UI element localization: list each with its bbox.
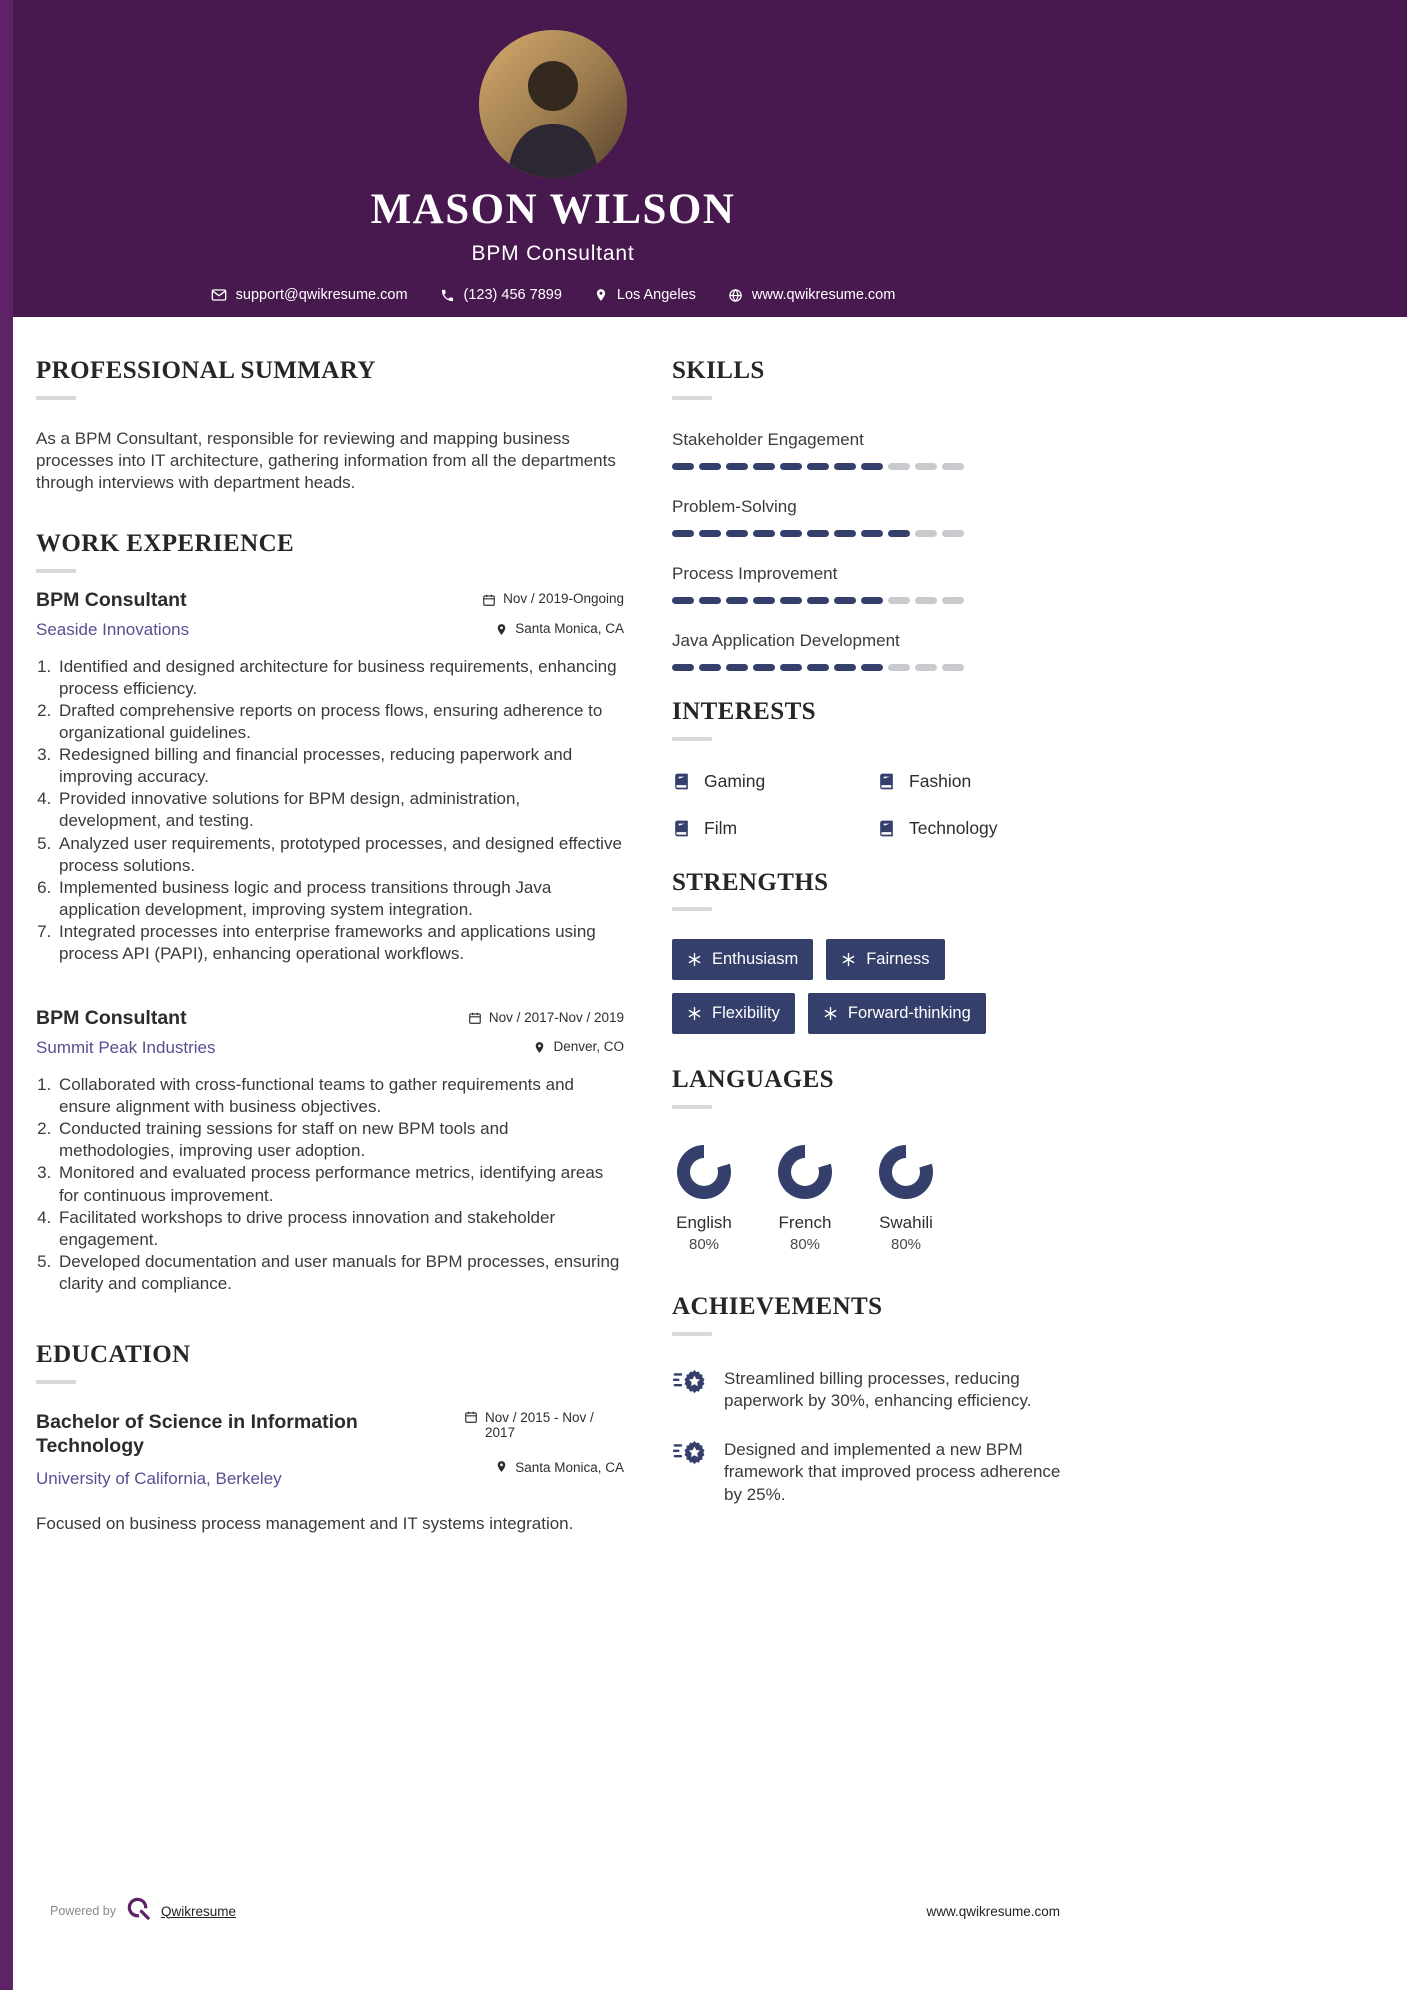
job-location: [533, 1039, 624, 1054]
skill-level-bar: [672, 597, 1070, 604]
skill-segment: [888, 530, 910, 537]
skill-segment: [834, 463, 856, 470]
skill-segment: [915, 530, 937, 537]
skill-item: [672, 631, 1070, 671]
skill-segment: [807, 463, 829, 470]
language-name: French: [778, 1213, 832, 1232]
heading-underline: [36, 569, 76, 573]
section-languages: [672, 1066, 1070, 1253]
book-icon: [672, 772, 691, 791]
skills-heading: SKILLS: [672, 357, 765, 384]
education-meta: [464, 1410, 624, 1489]
skill-level-bar: [672, 530, 1070, 537]
heading-underline: [672, 737, 712, 741]
skill-segment: [699, 530, 721, 537]
book-icon: [672, 819, 691, 838]
skill-segment: [672, 597, 694, 604]
language-donut-chart: [677, 1145, 731, 1199]
summary-heading: PROFESSIONAL SUMMARY: [36, 357, 376, 384]
skill-segment: [807, 530, 829, 537]
achievement-text: Designed and implemented a new BPM framework that improved process adherence by 25%.: [724, 1439, 1061, 1504]
book-icon: [877, 772, 896, 791]
school-link[interactable]: University of California, Berkeley: [36, 1468, 282, 1488]
left-accent-stripe: [0, 0, 13, 1990]
book-icon: [877, 819, 896, 838]
experience-bullet: 1. Collaborated with cross-functional teams to gather requirements and ensure alignment with business objectives.: [56, 1074, 624, 1118]
skill-segment: [672, 463, 694, 470]
section-skills: [672, 357, 1070, 671]
strength-label: Forward-thinking: [847, 1004, 971, 1023]
language-percent: 80%: [890, 1236, 922, 1253]
candidate-name: MASON WILSON: [370, 186, 736, 233]
job-subheader-row: [36, 612, 624, 640]
skill-segment: [834, 664, 856, 671]
pin-icon: [533, 1041, 546, 1054]
skill-segment: [942, 463, 964, 470]
contact-text: www.qwikresume.com: [751, 287, 896, 304]
heading-underline: [672, 1105, 712, 1109]
interest-label: Fashion: [909, 770, 972, 791]
skill-segment: [780, 530, 802, 537]
qwikresume-logo: [126, 1896, 151, 1926]
experience-bullet: 6. Implemented business logic and process transitions through Java application development, improving system integration.: [56, 877, 624, 921]
profile-photo: [479, 30, 627, 178]
strength-chip: [808, 993, 986, 1034]
job-entry: [36, 589, 624, 965]
interest-label: Gaming: [704, 770, 766, 791]
job-header-row: [36, 1007, 624, 1030]
language-percent: 80%: [688, 1236, 720, 1253]
experience-bullet: 5. Developed documentation and user manuals for BPM processes, ensuring clarity and compliance.: [56, 1251, 624, 1295]
skill-segment: [888, 463, 910, 470]
languages-heading: LANGUAGES: [672, 1066, 834, 1094]
job-title: BPM Consultant: [36, 1007, 187, 1030]
heading-underline: [36, 396, 76, 400]
interest-item: [877, 818, 1070, 839]
interest-item: [877, 771, 1070, 792]
job-location: [495, 621, 624, 636]
skill-segment: [861, 597, 883, 604]
skill-segment: [861, 664, 883, 671]
contact-email[interactable]: [211, 287, 408, 303]
skill-item: [672, 430, 1070, 470]
skill-segment: [807, 597, 829, 604]
experience-bullet: 1. Identified and designed architecture for business requirements, enhancing process efficiency.: [56, 656, 624, 700]
heading-underline: [672, 1332, 712, 1336]
calendar-icon: [468, 1011, 482, 1025]
interest-label: Technology: [909, 817, 998, 838]
calendar-icon: [464, 1410, 478, 1440]
skill-name: Stakeholder Engagement: [672, 429, 864, 449]
pin-icon: [495, 1460, 508, 1476]
email-icon: [211, 287, 227, 303]
skills-list: [672, 430, 1070, 671]
heading-underline: [672, 907, 712, 911]
interest-item: [672, 818, 877, 839]
contact-location: [594, 287, 696, 303]
strength-label: Fairness: [866, 950, 930, 969]
skill-segment: [726, 664, 748, 671]
language-name: English: [676, 1213, 732, 1232]
skill-segment: [753, 530, 775, 537]
skill-segment: [834, 597, 856, 604]
skill-segment: [861, 530, 883, 537]
skill-segment: [915, 463, 937, 470]
strength-chip: [672, 939, 813, 980]
skill-name: Problem-Solving: [672, 496, 797, 516]
skill-segment: [699, 463, 721, 470]
skill-segment: [753, 463, 775, 470]
achievement-item: [672, 1439, 1070, 1506]
achievements-list: [672, 1368, 1070, 1506]
job-location-text: Denver, CO: [553, 1039, 624, 1055]
calendar-icon: [482, 593, 496, 607]
achievements-heading: ACHIEVEMENTS: [672, 1293, 883, 1320]
strength-chip: [672, 993, 795, 1034]
award-badge-icon: [672, 1368, 708, 1413]
education-location: [464, 1460, 624, 1476]
education-heading: EDUCATION: [36, 1341, 191, 1369]
experience-bullet: 2. Drafted comprehensive reports on process flows, ensuring adherence to organizational guidelines.: [56, 700, 624, 744]
education-entry: [36, 1410, 624, 1489]
language-percent: 80%: [789, 1236, 821, 1253]
skill-segment: [780, 463, 802, 470]
skill-item: [672, 564, 1070, 604]
skill-level-bar: [672, 463, 1070, 470]
skill-segment: [942, 664, 964, 671]
contact-text: (123) 456 7899: [463, 287, 562, 304]
strength-chips: [672, 939, 1070, 1034]
skill-name: Process Improvement: [672, 563, 838, 583]
left-column: [36, 357, 624, 1535]
pin-icon: [495, 623, 508, 636]
strengths-heading: STRENGTHS: [672, 868, 829, 896]
body-columns: [0, 317, 1106, 1535]
job-dates: [482, 591, 624, 606]
job-location-text: Santa Monica, CA: [515, 620, 624, 636]
skill-segment: [888, 597, 910, 604]
skill-segment: [915, 597, 937, 604]
job-dates-text: Nov / 2019-Ongoing: [503, 591, 624, 607]
powered-by: [50, 1896, 236, 1926]
section-professional-summary: [36, 357, 624, 494]
summary-text: As a BPM Consultant, responsible for reviewing and mapping business processes into IT architecture, gathering information from all the departments through interviews with department heads.: [36, 428, 616, 492]
skill-segment: [726, 530, 748, 537]
skill-segment: [699, 664, 721, 671]
education-main: [36, 1410, 396, 1489]
phone-icon: [440, 288, 455, 303]
education-note: Focused on business process management and IT systems integration.: [36, 1513, 574, 1533]
skill-segment: [807, 664, 829, 671]
job-entry: [36, 1007, 624, 1295]
interest-label: Film: [704, 817, 738, 838]
contact-phone[interactable]: [440, 287, 562, 303]
skill-segment: [699, 597, 721, 604]
right-column: [672, 357, 1070, 1535]
skill-item: [672, 497, 1070, 537]
footer-site-link[interactable]: www.qwikresume.com: [926, 1903, 1060, 1919]
section-achievements: [672, 1293, 1070, 1506]
interests-grid: [672, 771, 1070, 839]
skill-segment: [726, 463, 748, 470]
heading-underline: [36, 1380, 76, 1384]
contact-text: Los Angeles: [616, 287, 696, 304]
language-item: [773, 1145, 837, 1253]
starburst-icon: [823, 1006, 838, 1021]
skill-segment: [672, 664, 694, 671]
job-bullet-list: [36, 1074, 624, 1295]
interest-item: [672, 771, 877, 792]
achievement-text: Streamlined billing processes, reducing paperwork by 30%, enhancing efficiency.: [724, 1368, 1032, 1411]
job-header-row: [36, 589, 624, 612]
degree-title: Bachelor of Science in Information Technology: [36, 1410, 358, 1458]
skill-segment: [834, 530, 856, 537]
experience-bullet: 3. Redesigned billing and financial processes, reducing paperwork and improving accuracy.: [56, 744, 624, 788]
starburst-icon: [841, 952, 856, 967]
brand-link[interactable]: Qwikresume: [161, 1903, 237, 1919]
header-inner: [0, 30, 1106, 303]
skill-segment: [861, 463, 883, 470]
job-title: BPM Consultant: [36, 588, 187, 611]
language-item: [874, 1145, 938, 1253]
interests-heading: INTERESTS: [672, 697, 816, 725]
job-bullet-list: [36, 656, 624, 965]
experience-bullet: 2. Conducted training sessions for staff on new BPM tools and methodologies, improving user adoption.: [56, 1118, 624, 1162]
location-icon: [594, 288, 608, 302]
language-donut-chart: [778, 1145, 832, 1199]
starburst-icon: [687, 952, 702, 967]
skill-name: Java Application Development: [672, 630, 900, 650]
education-dates: [464, 1410, 624, 1440]
language-item: [672, 1145, 736, 1253]
achievement-item: [672, 1368, 1070, 1413]
education-location-text: Santa Monica, CA: [515, 1459, 624, 1475]
experience-bullet: 3. Monitored and evaluated process performance metrics, identifying areas for continuous improvement.: [56, 1162, 624, 1206]
experience-bullet: 7. Integrated processes into enterprise frameworks and applications using process API (PAPI), enhancing operational workflows.: [56, 921, 624, 965]
starburst-icon: [687, 1006, 702, 1021]
header: [0, 0, 1407, 317]
section-work-experience: [36, 530, 624, 1295]
language-name: Swahili: [879, 1213, 933, 1232]
job-subheader-row: [36, 1030, 624, 1058]
skill-segment: [726, 597, 748, 604]
experience-bullet: 4. Facilitated workshops to drive process innovation and stakeholder engagement.: [56, 1207, 624, 1251]
skill-segment: [672, 530, 694, 537]
award-badge-icon: [672, 1439, 708, 1506]
globe-icon: [728, 288, 743, 303]
job-dates: [468, 1010, 624, 1025]
job-dates-text: Nov / 2017-Nov / 2019: [488, 1009, 624, 1025]
skill-segment: [888, 664, 910, 671]
languages-row: [672, 1145, 1070, 1253]
skill-segment: [780, 664, 802, 671]
candidate-title: BPM Consultant: [471, 242, 635, 266]
powered-by-label: Powered by: [50, 1904, 117, 1918]
contact-globe[interactable]: [728, 287, 895, 303]
contact-row: [0, 287, 1106, 303]
experience-bullet: 5. Analyzed user requirements, prototyped processes, and designed effective process solutions.: [56, 833, 624, 877]
section-interests: [672, 698, 1070, 839]
education-dates-text: Nov / 2015 - Nov / 2017: [485, 1409, 594, 1440]
skill-segment: [942, 530, 964, 537]
footer: [0, 1896, 1106, 1926]
skill-segment: [915, 664, 937, 671]
skill-segment: [753, 664, 775, 671]
section-education: [36, 1341, 624, 1535]
company-link[interactable]: Seaside Innovations: [36, 619, 190, 639]
section-strengths: [672, 869, 1070, 1035]
skill-segment: [942, 597, 964, 604]
heading-underline: [672, 396, 712, 400]
contact-text: support@qwikresume.com: [235, 287, 408, 304]
strength-label: Flexibility: [712, 1004, 780, 1023]
strength-label: Enthusiasm: [712, 950, 799, 969]
language-donut-chart: [879, 1145, 933, 1199]
work-heading: WORK EXPERIENCE: [36, 530, 295, 558]
skill-segment: [753, 597, 775, 604]
strength-chip: [826, 939, 944, 980]
skill-segment: [780, 597, 802, 604]
skill-level-bar: [672, 664, 1070, 671]
experience-bullet: 4. Provided innovative solutions for BPM design, administration, development, and testing.: [56, 788, 624, 832]
company-link[interactable]: Summit Peak Industries: [36, 1038, 216, 1058]
